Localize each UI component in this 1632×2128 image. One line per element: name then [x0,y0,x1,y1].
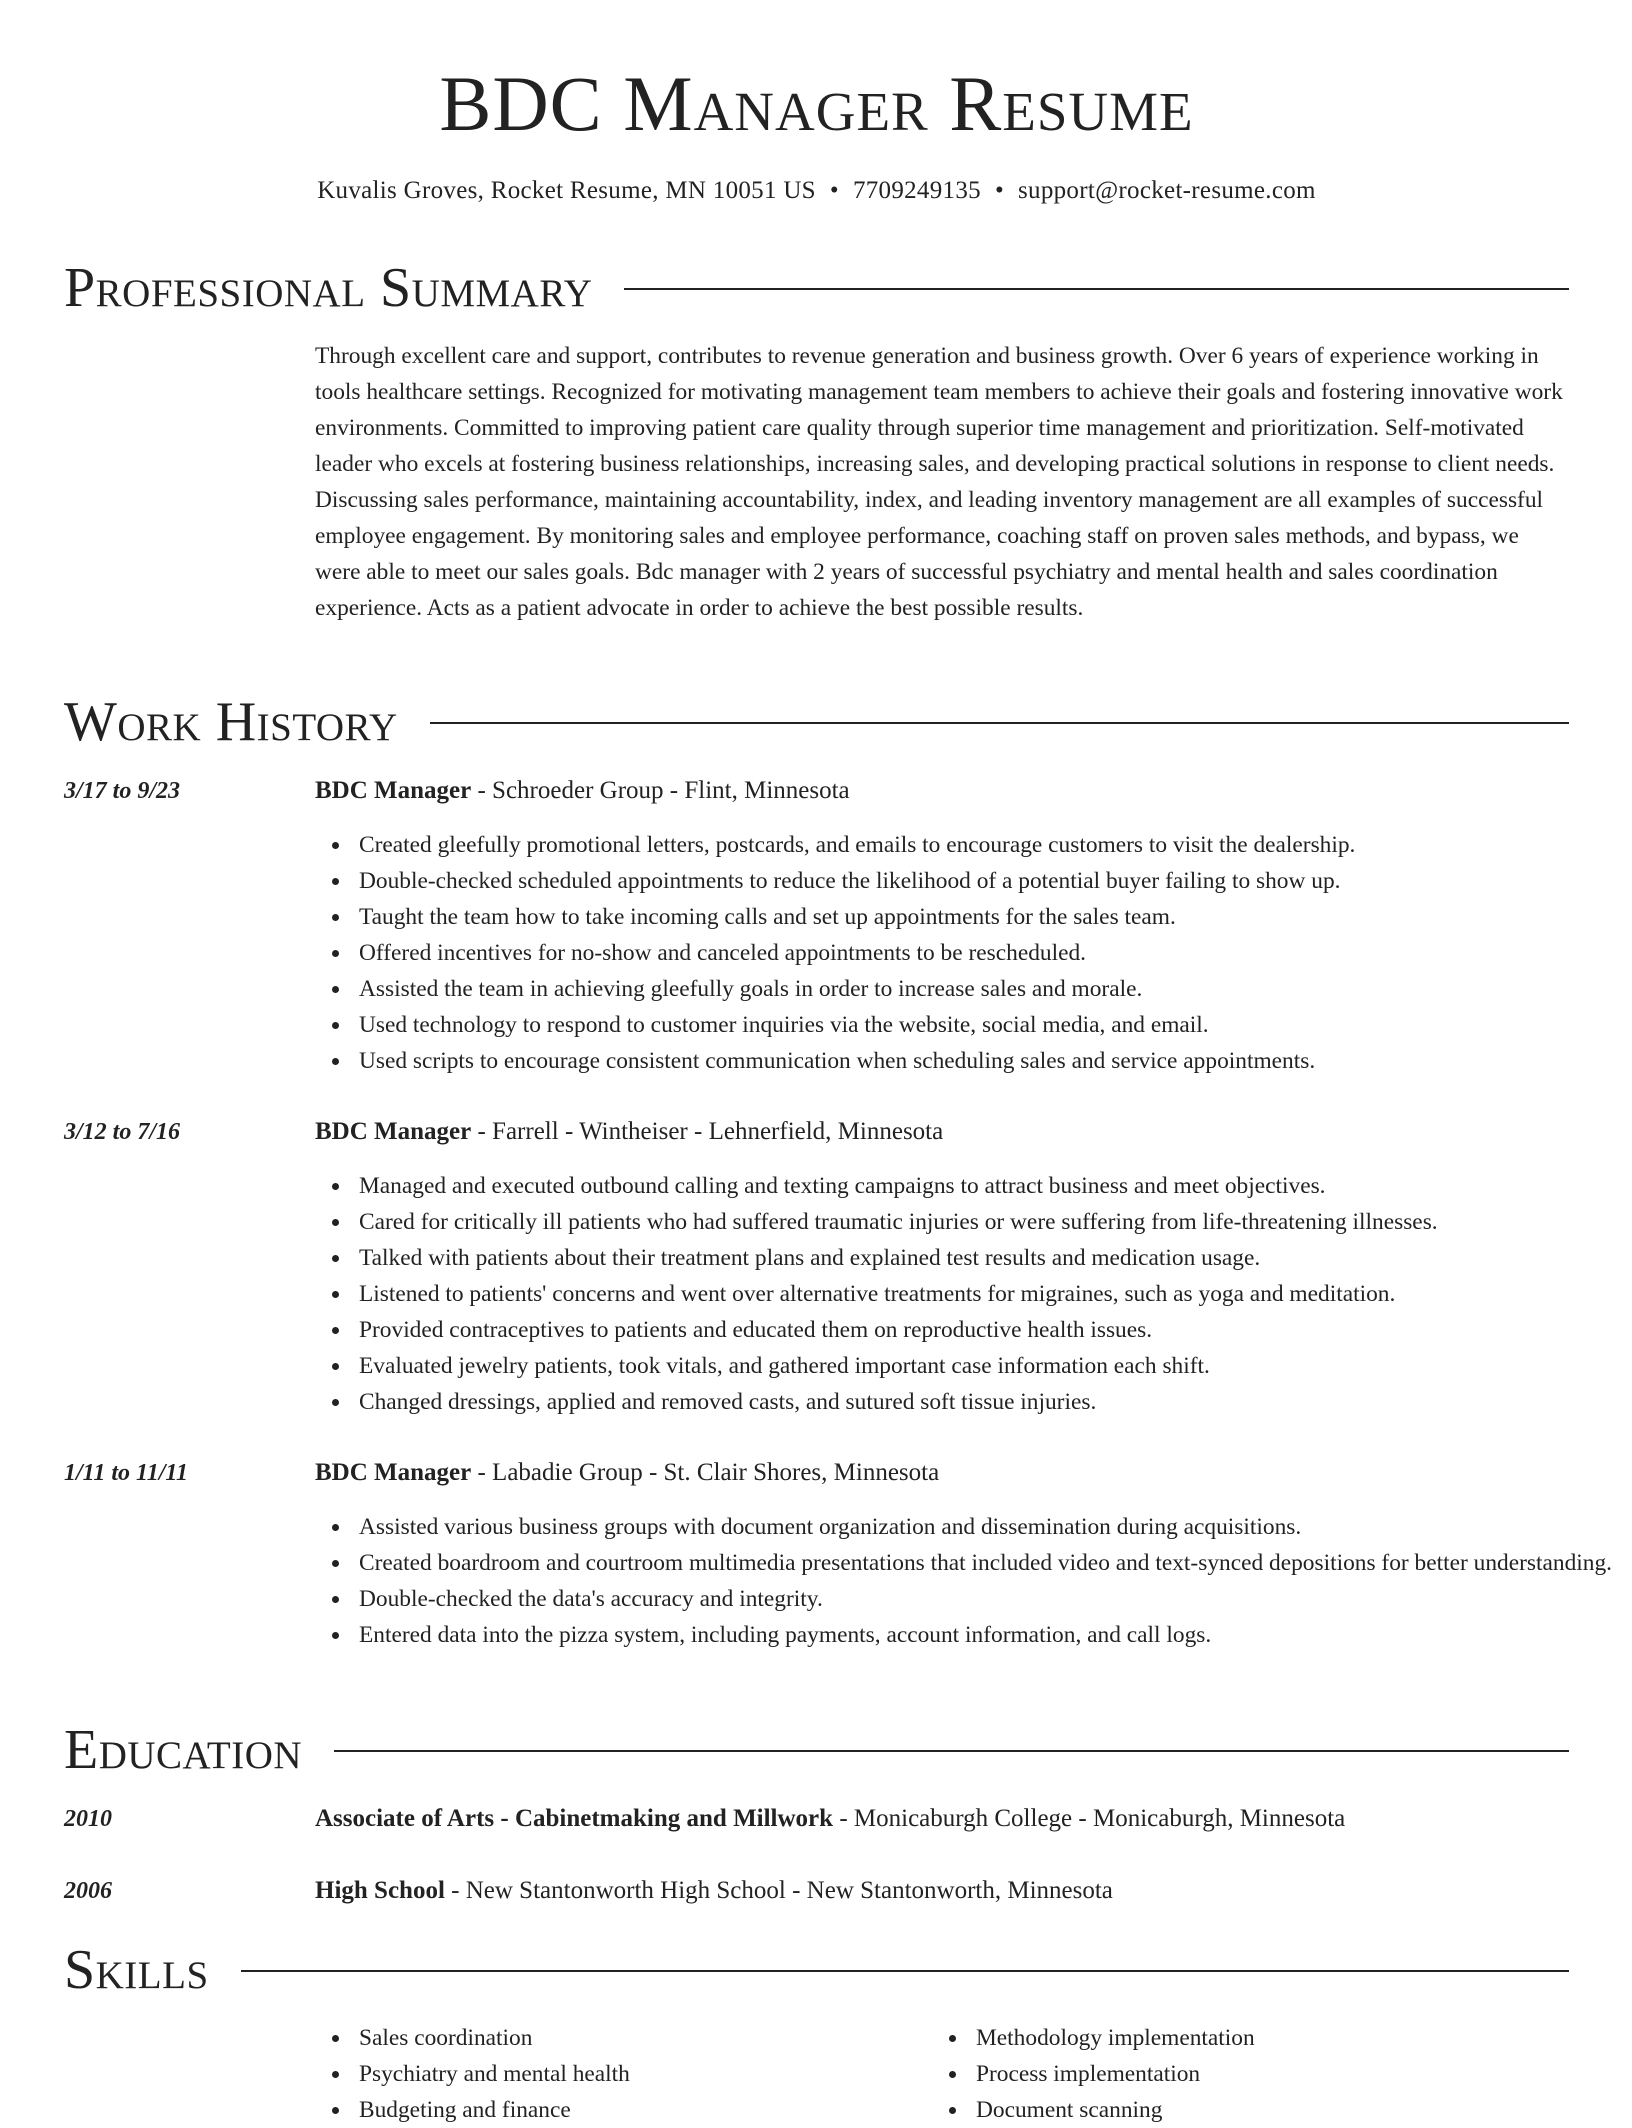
section-title-summary: Professional Summary [64,257,593,319]
skill-item: Document scanning [976,2092,1536,2128]
job-heading [315,1456,1569,1490]
job-bullet: Provided contraceptives to patients and educated them on reproductive health issues. [359,1312,1613,1348]
job-bullets [315,1509,1613,1653]
contact-email[interactable]: support@rocket-resume.com [1018,177,1316,204]
job-bullet: Assisted various business groups with document organization and dissemination during acquisitions. [359,1509,1613,1545]
section-title-education: Education [64,1719,303,1781]
section-header-work-history [64,690,1569,754]
section-divider [241,1970,1569,1972]
education-year: 2010 [64,1806,112,1832]
job-dates: 3/12 to 7/16 [64,1119,181,1145]
contact-address: Kuvalis Groves, Rocket Resume, MN 10051 US [317,177,816,204]
education-year: 2006 [64,1878,112,1904]
job-bullet: Evaluated jewelry patients, took vitals, and gathered important case information each shift. [359,1348,1613,1384]
job-title: BDC Manager [315,1118,472,1145]
contact-phone[interactable]: 7709249135 [852,177,981,204]
job-bullet: Double-checked the data's accuracy and integrity. [359,1581,1613,1617]
skill-item: Budgeting and finance [359,2092,919,2128]
job-bullet: Double-checked scheduled appointments to reduce the likelihood of a potential buyer failing to show up. [359,863,1613,899]
job-details: - Farrell - Wintheiser - Lehnerfield, Minnesota [471,1118,944,1145]
education-degree: High School [315,1877,445,1904]
job-details: - Schroeder Group - Flint, Minnesota [471,777,850,804]
job-bullets [315,827,1613,1079]
resume-title: BDC Manager Resume [439,60,1194,147]
job-bullet: Taught the team how to take incoming calls and set up appointments for the sales team. [359,899,1613,935]
job-bullet: Created boardroom and courtroom multimedia presentations that included video and text-synced depositions for better understanding. [359,1545,1613,1581]
skill-item: Psychiatry and mental health [359,2056,919,2092]
job-bullet: Listened to patients' concerns and went over alternative treatments for migraines, such as yoga and meditation. [359,1276,1613,1312]
job-bullet: Cared for critically ill patients who had suffered traumatic injuries or were suffering from life-threatening illnesses. [359,1204,1613,1240]
job-title: BDC Manager [315,777,472,804]
skill-item: Sales coordination [359,2020,919,2056]
education-details: - Monicaburgh College - Monicaburgh, Minnesota [833,1805,1346,1832]
job-bullet: Entered data into the pizza system, including payments, account information, and call logs. [359,1617,1613,1653]
education-heading [315,1802,1569,1836]
job-bullet: Used technology to respond to customer inquiries via the website, social media, and email. [359,1007,1613,1043]
job-details: - Labadie Group - St. Clair Shores, Minnesota [471,1459,940,1486]
section-divider [430,722,1569,724]
skill-item: Process implementation [976,2056,1536,2092]
section-divider [334,1750,1569,1752]
education-degree: Associate of Arts - Cabinetmaking and Millwork [315,1805,834,1832]
job-dates: 3/17 to 9/23 [64,778,181,804]
contact-separator: • [994,177,1004,204]
job-heading [315,774,1569,808]
contact-line [64,174,1569,208]
job-title: BDC Manager [315,1459,472,1486]
job-bullet: Created gleefully promotional letters, postcards, and emails to encourage customers to visit the dealership. [359,827,1613,863]
contact-separator: • [829,177,839,204]
section-title-work-history: Work History [64,691,398,753]
summary-text: Through excellent care and support, contributes to revenue generation and business growth. Over 6 years of experience working in tools healthcare settings. Recognized for motivating management team members to achieve their goals and fostering innovative work environments. Committed to improving patient care quality through superior time management and prioritization. Self-motivated leader who excels at fostering business relationships, increasing sales, and developing practical solutions in response to client needs. Discussing sales performance, maintaining accountability, index, and leading inventory management are all examples of successful employee engagement. By monitoring sales and employee performance, coaching staff on proven sales methods, and bypass, we were able to meet our sales goals. Bdc manager with 2 years of successful psychiatry and mental health and sales coordination experience. Acts as a patient advocate in order to achieve the best possible results. [315,343,1563,621]
job-bullet: Used scripts to encourage consistent communication when scheduling sales and service appointments. [359,1043,1613,1079]
job-heading [315,1115,1569,1149]
job-bullet: Assisted the team in achieving gleefully goals in order to increase sales and morale. [359,971,1613,1007]
section-divider [624,288,1569,290]
job-bullet: Managed and executed outbound calling and texting campaigns to attract business and meet objectives. [359,1168,1613,1204]
job-bullet: Changed dressings, applied and removed casts, and sutured soft tissue injuries. [359,1384,1613,1420]
section-header-education [64,1718,1569,1782]
education-details: - New Stantonworth High School - New Stantonworth, Minnesota [444,1877,1113,1904]
education-heading [315,1874,1569,1908]
section-header-summary [64,256,1569,320]
section-header-skills [64,1938,1569,2002]
job-dates: 1/11 to 11/11 [64,1460,189,1486]
job-bullet: Offered incentives for no-show and canceled appointments to be rescheduled. [359,935,1613,971]
skill-item: Methodology implementation [976,2020,1536,2056]
job-bullets [315,1168,1613,1420]
job-bullet: Talked with patients about their treatment plans and explained test results and medication usage. [359,1240,1613,1276]
section-title-skills: Skills [64,1939,209,2001]
